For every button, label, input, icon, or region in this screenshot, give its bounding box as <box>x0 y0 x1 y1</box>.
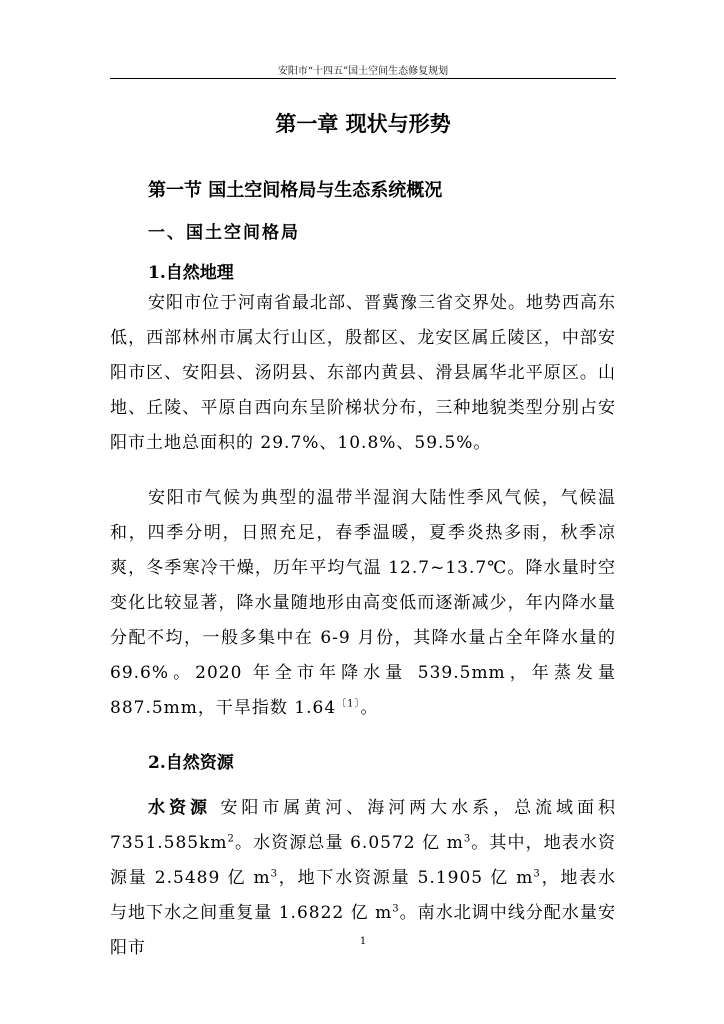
water-text-2: 。水资源总量 6.0572 亿 m <box>234 833 464 853</box>
water-text-1: 安阳市属黄河、海河两大水系，总流域面积 7351.585km <box>110 798 617 853</box>
reference-marker: 〔1〕 <box>336 698 361 710</box>
heading-natural-geography: 1.自然地理 <box>148 263 234 283</box>
subsection-title: 一、国土空间格局 <box>148 223 300 243</box>
header-rule <box>110 78 616 79</box>
water-text-3: 。其中，地表水资源量 2.5489 亿 m <box>110 833 616 888</box>
climate-text: 安阳市气候为典型的温带半湿润大陆性季风气候，气候温和，四季分明，日照充足，春季温暖，夏季炎热多雨，秋季凉爽，冬季寒冷干燥，历年平均气温 12.7~13.7℃。降水量时空变化比较显著，降水量随地形由高变低而逐渐减少，年内降水量分配不均，一般多集中在 6-9 月份，其降水量占全年降水量的 69.6%。2020 年全市年降水量 539.5mm，年蒸发量 887.5mm，干旱指数 1.64 <box>110 488 616 718</box>
superscript-3b: 3 <box>270 868 278 880</box>
paragraph-geography: 安阳市位于河南省最北部、晋冀豫三省交界处。地势西高东低，西部林州市属太行山区，殷都区、龙安区属丘陵区，中部安阳市区、安阳县、汤阴县、东部内黄县、滑县属华北平原区。山地、丘陵、平原自西向东呈阶梯状分布，三种地貌类型分别占安阳市土地总面积的 29.7%、10.8%、59.5%。 <box>110 293 616 453</box>
superscript-3c: 3 <box>533 868 541 880</box>
water-resources-label: 水资源 <box>148 798 211 818</box>
superscript-3a: 3 <box>463 833 472 845</box>
running-header: 安阳市“十四五”国土空间生态修复规划 <box>277 66 449 77</box>
superscript-2: 2 <box>227 833 235 845</box>
superscript-3d: 3 <box>392 903 400 915</box>
water-text-4: ，地下水资源量 5.1905 亿 m <box>278 868 534 888</box>
paragraph-climate <box>110 481 616 726</box>
water-text-5: ，地表水与地下水之间重复量 1.6822 亿 m <box>110 868 616 923</box>
water-text-6: 。南水北调中线分配水量安阳市 <box>110 903 616 958</box>
section-title: 第一节 国土空间格局与生态系统概况 <box>148 180 443 201</box>
page-number: 1 <box>359 936 367 947</box>
chapter-title: 第一章 现状与形势 <box>275 112 451 136</box>
heading-natural-resources: 2.自然资源 <box>148 753 234 773</box>
climate-text-end: 。 <box>360 698 379 718</box>
